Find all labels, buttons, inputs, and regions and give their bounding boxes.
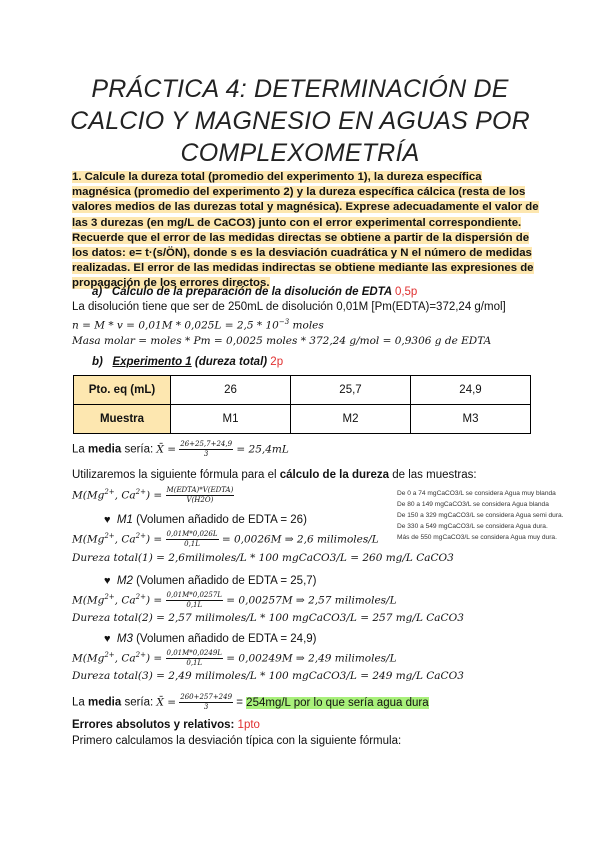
formula-denominator: V(H2O)	[186, 496, 214, 504]
mean-1-denominator: 3	[203, 450, 209, 458]
m2-dureza: Dureza total(2) = 2,57 milimoles/L * 100 mgCaCO3/L = 257 mg/L CaCO3	[72, 612, 464, 624]
question-line: 1. Calcule la dureza total (promedio del experimento 1), la dureza específica	[72, 171, 482, 183]
m3-denominator: 0,1L	[186, 659, 203, 667]
note-line: De 330 a 549 mgCaCO3/L se considera Agua dura.	[397, 523, 548, 530]
mean-1-prefix: La	[72, 443, 88, 456]
note-line: Más de 550 mgCaCO3/L se considera Agua muy dura.	[397, 534, 557, 541]
formula-intro	[72, 469, 477, 481]
m1-desc: (Volumen añadido de EDTA = 26)	[132, 514, 307, 526]
m2-desc: (Volumen añadido de EDTA = 25,7)	[132, 575, 317, 587]
mean-1-xbar: X̄ =	[156, 443, 177, 456]
m1-heading	[104, 514, 307, 526]
table-row	[74, 405, 531, 434]
hardness-notes	[397, 488, 587, 543]
m2-numerator: 0,01M*0,0257L	[166, 591, 222, 599]
moles-unit: moles	[289, 319, 324, 332]
page-title-line-3: COMPLEXOMETRÍA	[180, 139, 420, 167]
m1-fraction	[166, 530, 219, 549]
table-row	[74, 376, 531, 405]
table-cell: 26	[171, 376, 291, 405]
section-a-heading	[92, 286, 417, 298]
m3-numerator: 0,01M*0,0249L	[166, 649, 222, 657]
formula-intro-post: de las muestras:	[389, 469, 477, 481]
m1-result: = 0,0026M ⇒ 2,6 milimoles/L	[218, 533, 379, 546]
m3-desc: (Volumen añadido de EDTA = 24,9)	[132, 633, 317, 645]
section-a-points: 0,5p	[394, 286, 418, 298]
question-line: propagación de los errores directos.	[72, 277, 270, 290]
mean-2: La media sería: X̄ = $\frac{260+257+249}{3}$ = 254mg/L por lo que sería agua dura	[72, 693, 429, 711]
moles-equation-main: n = M * v = 0,01M * 0,025L = 2,5 * 10	[72, 319, 279, 332]
m3-result: = 0,00249M ⇒ 2,49 milimoles/L	[222, 652, 397, 665]
mean-1-result: = 25,4mL	[233, 443, 289, 456]
m3-fraction	[166, 649, 223, 668]
errors-heading	[72, 719, 260, 731]
note-line: De 150 a 329 mgCaCO3/L se considera Agua semi dura.	[397, 512, 564, 519]
m3-heading	[104, 633, 317, 645]
formula-lhs: M(Mg	[72, 489, 105, 502]
table-header-cell: Pto. eq (mL)	[74, 376, 171, 405]
question-line: las 3 durezas (en mg/L de CaCO3) junto con el error experimental correspondiente.	[72, 216, 522, 229]
heart-bullet-icon: ♥	[104, 575, 111, 587]
general-formula: $M(Mg^{2+}$, $Ca^{2+}$) = $\frac{\text{M(EDTA)*V(EDTA)}}{V(H2O)}$	[72, 486, 234, 504]
final-text: Primero calculamos la desviación típica con la siguiente fórmula:	[72, 735, 402, 747]
m3-label: M3	[116, 633, 133, 645]
m1-dureza: Dureza total(1) = 2,6milimoles/L * 100 mgCaCO3/L = 260 mg/L CaCO3	[72, 552, 454, 564]
m3-dureza: Dureza total(3) = 2,49 milimoles/L * 100 mgCaCO3/L = 249 mg/L CaCO3	[72, 670, 464, 682]
heart-bullet-icon: ♥	[104, 514, 111, 526]
formula-fraction	[166, 486, 235, 505]
prep-text: La disolución tiene que ser de 250mL de disolución 0,01M [Pm(EDTA)=372,24 g/mol]	[72, 301, 506, 313]
mean-1-suffix: sería:	[121, 443, 157, 456]
section-b-label: b)	[92, 356, 103, 368]
m1-label: M1	[116, 514, 133, 526]
m1-numerator: 0,01M*0,026L	[166, 530, 218, 538]
heart-bullet-icon: ♥	[104, 633, 111, 645]
m2-formula: $M(Mg^{2+}$, $Ca^{2+}$) = $\frac{0,01M*0,0257L}{0,1L}$ = 0,00257M ⇒ 2,57 milimoles/L	[72, 591, 397, 609]
formula-intro-bold: cálculo de la dureza	[279, 469, 390, 481]
mean-1-fraction	[179, 440, 233, 459]
m2-label: M2	[116, 575, 133, 587]
errors-title: Errores absolutos y relativos:	[72, 719, 235, 731]
question-line: Recuerde que el error de las medidas directas se obtiene a partir de la dispersión de	[72, 231, 530, 244]
data-table	[73, 375, 531, 434]
section-b-points: 2p	[270, 356, 284, 368]
errors-points: 1pto	[237, 719, 260, 731]
table-header-cell: Muestra	[74, 405, 171, 434]
formula-intro-pre: Utilizaremos la siguiente fórmula para el	[72, 469, 280, 481]
mean-2-denominator: 3	[203, 703, 209, 711]
question-line: realizadas. El error de las medidas indirectas se obtiene mediante las expresiones de	[72, 262, 534, 275]
mean-1-bold: media	[88, 443, 122, 456]
page-title-line-1: PRÁCTICA 4: DETERMINACIÓN DE	[91, 75, 509, 103]
m2-heading	[104, 575, 317, 587]
mass-equation: Masa molar = moles * Pm = 0,0025 moles * 372,24 g/mol = 0,9306 g de EDTA	[72, 335, 492, 347]
question-line: magnésica (promedio del experimento 2) y la dureza específica cálcica (resta de los	[72, 186, 526, 199]
m2-denominator: 0,1L	[186, 601, 203, 609]
m2-result: = 0,00257M ⇒ 2,57 milimoles/L	[222, 594, 397, 607]
section-b-title: Experimento 1	[112, 356, 192, 368]
mean-1-numerator: 26+25,7+24,9	[180, 440, 233, 448]
formula-numerator: M(EDTA)*V(EDTA)	[166, 486, 234, 494]
question-line: los datos: e= t·(s/ÖN), donde s es la desviación cuadrática y N el número de medidas	[72, 247, 532, 260]
note-line: De 80 a 149 mgCaCO3/L se considera Agua blanda	[397, 501, 549, 508]
moles-exponent: −3	[278, 318, 290, 326]
mean-2-fraction	[179, 693, 233, 712]
section-b-title-rest: (dureza total)	[191, 356, 268, 368]
question-block	[72, 170, 539, 292]
section-a-title: Cálculo de la preparación de la disolución de EDTA	[111, 286, 392, 298]
note-line: De 0 a 74 mgCaCO3/L se considera Agua muy blanda	[397, 490, 556, 497]
m1-formula: $M(Mg^{2+}$, $Ca^{2+}$) = $\frac{0,01M*0,026L}{0,1L}$ = 0,0026M ⇒ 2,6 milimoles/L	[72, 530, 379, 548]
moles-equation	[72, 318, 324, 332]
table-cell: M3	[411, 405, 531, 434]
mean-2-numerator: 260+257+249	[180, 693, 233, 701]
mean-2-result: 254mg/L por lo que sería agua dura	[246, 696, 429, 709]
m1-denominator: 0,1L	[184, 540, 200, 548]
table-cell: 24,9	[411, 376, 531, 405]
table-cell: M2	[291, 405, 411, 434]
table-cell: 25,7	[291, 376, 411, 405]
mean-2-bold: media	[88, 696, 122, 709]
m3-formula: $M(Mg^{2+}$, $Ca^{2+}$) = $\frac{0,01M*0,0249L}{0,1L}$ = 0,00249M ⇒ 2,49 milimoles/L	[72, 649, 397, 667]
mean-2-xbar: X̄ =	[156, 696, 177, 709]
mean-2-suffix: sería:	[121, 696, 157, 709]
m2-fraction	[166, 591, 223, 610]
question-line: valores medios de las durezas total y magnésica). Exprese adecuadamente el valor de	[72, 201, 539, 214]
page-title-line-2: CALCIO Y MAGNESIO EN AGUAS POR	[70, 107, 530, 135]
mean-2-prefix: La	[72, 696, 88, 709]
table-cell: M1	[171, 405, 291, 434]
mean-1	[72, 440, 289, 459]
section-b-heading	[92, 356, 283, 368]
section-a-label: a)	[92, 286, 103, 298]
